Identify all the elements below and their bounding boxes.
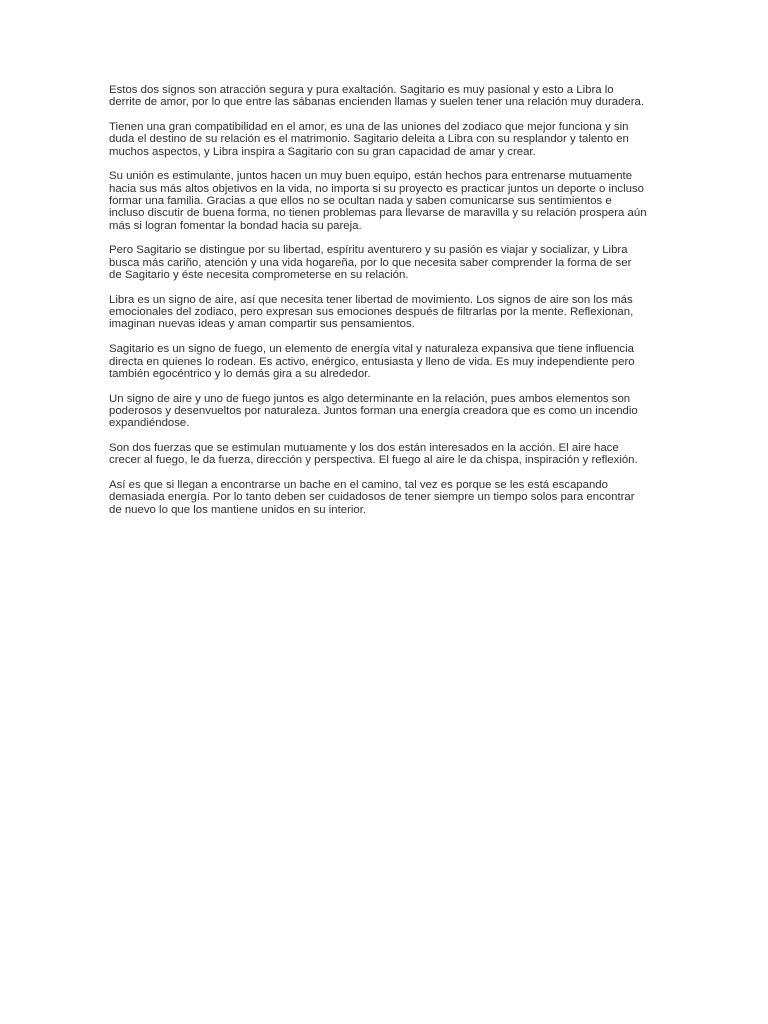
paragraph-8: Son dos fuerzas que se estimulan mutuamente y los dos están interesados en la acción. El aire hace crecer al fuego, le da fuerza, dirección y perspectiva. El fuego al aire le da chispa, inspiración y reflexión.	[109, 442, 638, 467]
document-body	[109, 84, 679, 529]
paragraph-3: Su unión es estimulante, juntos hacen un muy buen equipo, están hechos para entrenarse mutuamente hacia sus más altos objetivos en la vida, no importa si su proyecto es practicar juntos un deporte o incluso formar una familia. Gracias a que ellos no se ocultan nada y saben comunicarse sus sentimientos e incluso discutir de buena forma, no tienen problemas para llevarse de maravilla y su relación prospera aún más si logran fomentar la bondad hacia su pareja.	[109, 170, 647, 232]
paragraph-5: Libra es un signo de aire, así que necesita tener libertad de movimiento. Los signos de aire son los más emocionales del zodiaco, pero expresan sus emociones después de filtrarlas por la mente. Reflexionan, imaginan nuevas ideas y aman compartir sus pensamientos.	[109, 293, 634, 331]
paragraph-7: Un signo de aire y uno de fuego juntos es algo determinante en la relación, pues ambos elementos son poderosos y desenvueltos por naturaleza. Juntos forman una energía creadora que es como un incendio expandiéndose.	[109, 392, 638, 430]
paragraph-4: Pero Sagitario se distingue por su libertad, espíritu aventurero y su pasión es viajar y socializar, y Libra busca más cariño, atención y una vida hogareña, por lo que necesita saber comprender la forma de ser de Sagitario y éste necesita comprometerse en su relación.	[109, 244, 632, 282]
paragraph-6: Sagitario es un signo de fuego, un elemento de energía vital y naturaleza expansiva que tiene influencia directa en quienes lo rodean. Es activo, enérgico, entusiasta y lleno de vida. Es muy independiente pero también egocéntrico y lo demás gira a su alrededor.	[109, 343, 635, 380]
paragraph-1: Estos dos signos son atracción segura y pura exaltación. Sagitario es muy pasional y esto a Libra lo derrite de amor, por lo que entre las sábanas encienden llamas y suelen tener una relación muy duradera.	[109, 84, 645, 109]
paragraph-2: Tienen una gran compatibilidad en el amor, es una de las uniones del zodiaco que mejor funciona y sin duda el destino de su relación es el matrimonio. Sagitario deleita a Libra con su resplandor y talento en muchos aspectos, y Libra inspira a Sagitario con su gran capacidad de amar y crear.	[109, 121, 629, 158]
paragraph-9: Así es que si llegan a encontrarse un bache en el camino, tal vez es porque se les está escapando demasiada energía. Por lo tanto deben ser cuidadosos de tener siempre un tiempo solos para encontrar de nuevo lo que los mantiene unidos en su interior.	[109, 479, 635, 516]
